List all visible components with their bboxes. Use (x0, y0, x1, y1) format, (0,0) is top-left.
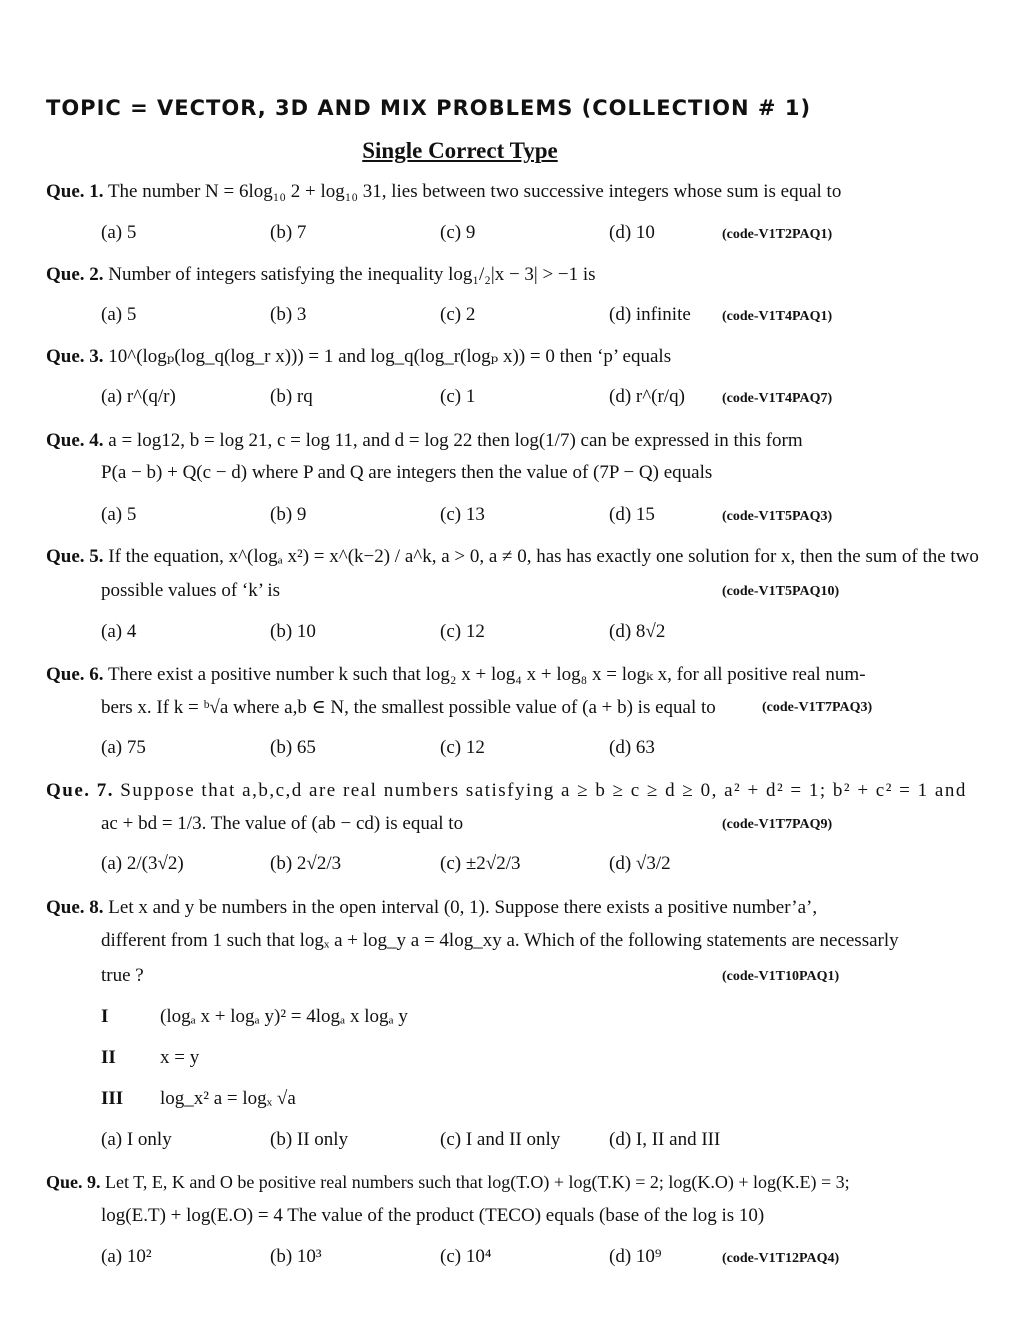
option-b: (b) 10 (270, 621, 316, 642)
question-code: (code-V1T4PAQ1) (722, 309, 833, 324)
question-text: The number N = 6log₁₀ 2 + log₁₀ 31, lies between two successive integers whose sum is equal to (107, 181, 842, 202)
option-c: (c) 12 (440, 737, 485, 758)
question-label: Que. 6. (46, 664, 104, 685)
option-a: (a) 5 (101, 504, 137, 525)
option-c: (c) 2 (440, 304, 476, 325)
question-text-continued: bers x. If k = ᵇ√a where a,b ∈ N, the smallest possible value of (a + b) is equal to (101, 697, 716, 718)
question-label: Que. 9. (46, 1172, 101, 1192)
question-text: Let x and y be numbers in the open interval (0, 1). Suppose there exists a positive number’a’, (108, 897, 818, 918)
question-text: a = log12, b = log 21, c = log 11, and d = log 22 then log(1/7) can be expressed in this form (108, 430, 803, 451)
question-text: Suppose that a,b,c,d are real numbers satisfying a ≥ b ≥ c ≥ d ≥ 0, a² + d² = 1; b² + c² = 1 and (120, 780, 967, 801)
question-text: There exist a positive number k such that log₂ x + log₄ x + log₈ x = logₖ x, for all positive real num- (107, 664, 866, 685)
option-b: (b) 65 (270, 737, 316, 758)
option-d: (d) √3/2 (609, 853, 671, 874)
question-text: If the equation, x^(logₐ x²) = x^(k−2) / a^k, a > 0, a ≠ 0, has has exactly one solution for x, then the sum of the two (108, 546, 979, 567)
question-9 (46, 1165, 850, 1199)
question-label: Que. 5. (46, 546, 104, 567)
option-d: (d) 10 (609, 222, 655, 243)
question-label: Que. 7. (46, 780, 115, 801)
option-a: (a) 5 (101, 222, 137, 243)
question-code: (code-V1T5PAQ3) (722, 509, 833, 524)
option-d: (d) 63 (609, 737, 655, 758)
option-d: (d) I, II and III (609, 1129, 721, 1150)
question-5 (46, 540, 979, 574)
statement-text: log_x² a = logₓ √a (160, 1088, 296, 1109)
question-text: Let T, E, K and O be positive real numbers such that log(T.O) + log(T.K) = 2; log(K.O) + log(K.E) = 3; (105, 1172, 850, 1192)
option-a: (a) r^(q/r) (101, 386, 176, 407)
option-a: (a) 2/(3√2) (101, 853, 184, 874)
option-c: (c) 12 (440, 621, 485, 642)
option-c: (c) ±2√2/3 (440, 853, 521, 874)
question-text-continued: P(a − b) + Q(c − d) where P and Q are integers then the value of (7P − Q) equals (101, 462, 713, 483)
question-text-continued: ac + bd = 1/3. The value of (ab − cd) is equal to (101, 813, 464, 834)
question-8 (46, 891, 817, 925)
question-label: Que. 4. (46, 430, 104, 451)
question-code: (code-V1T7PAQ3) (762, 700, 873, 715)
question-code: (code-V1T5PAQ10) (722, 584, 840, 599)
question-text-continued-2: true ? (101, 965, 144, 986)
option-b: (b) 2√2/3 (270, 853, 342, 874)
option-c: (c) 13 (440, 504, 485, 525)
question-code: (code-V1T7PAQ9) (722, 817, 833, 832)
topic-heading: TOPIC = VECTOR, 3D AND MIX PROBLEMS (COLLECTION # 1) (46, 96, 812, 120)
option-c: (c) 9 (440, 222, 476, 243)
question-7 (46, 774, 967, 808)
option-b: (b) 7 (270, 222, 307, 243)
option-b: (b) 9 (270, 504, 307, 525)
question-code: (code-V1T12PAQ4) (722, 1251, 840, 1266)
option-a: (a) 75 (101, 737, 146, 758)
question-text-continued: different from 1 such that logₓ a + log_y a = 4log_xy a. Which of the following statements are necessarly (101, 930, 899, 951)
question-text-continued: possible values of ‘k’ is (101, 580, 281, 601)
option-b: (b) 10³ (270, 1246, 322, 1267)
option-d: (d) 15 (609, 504, 655, 525)
question-text-continued: log(E.T) + log(E.O) = 4 The value of the product (TECO) equals (base of the log is 10) (101, 1205, 765, 1226)
question-6 (46, 658, 866, 692)
question-code: (code-V1T2PAQ1) (722, 227, 833, 242)
option-b: (b) rq (270, 386, 313, 407)
question-code: (code-V1T4PAQ7) (722, 391, 833, 406)
option-a: (a) 10² (101, 1246, 152, 1267)
option-c: (c) 1 (440, 386, 476, 407)
option-d: (d) infinite (609, 304, 691, 325)
statement-label: II (101, 1047, 116, 1068)
option-b: (b) II only (270, 1129, 349, 1150)
option-d: (d) 8√2 (609, 621, 666, 642)
question-code: (code-V1T10PAQ1) (722, 969, 840, 984)
statement-label: I (101, 1006, 109, 1027)
question-text: 10^(logₚ(log_q(log_r x))) = 1 and log_q(log_r(logₚ x)) = 0 then ‘p’ equals (108, 346, 672, 367)
question-3 (46, 340, 671, 374)
option-d: (d) r^(r/q) (609, 386, 685, 407)
option-d: (d) 10⁹ (609, 1246, 662, 1267)
option-c: (c) I and II only (440, 1129, 561, 1150)
question-label: Que. 1. (46, 181, 104, 202)
option-a: (a) 4 (101, 621, 137, 642)
question-label: Que. 2. (46, 264, 104, 285)
question-1 (46, 175, 841, 209)
question-4 (46, 424, 803, 458)
section-subtitle: Single Correct Type (362, 138, 558, 163)
question-text: Number of integers satisfying the inequality log₁/₂|x − 3| > −1 is (108, 264, 596, 285)
statement-text: (logₐ x + logₐ y)² = 4logₐ x logₐ y (160, 1006, 408, 1027)
statement-label: III (101, 1088, 124, 1109)
question-label: Que. 8. (46, 897, 104, 918)
option-b: (b) 3 (270, 304, 307, 325)
question-2 (46, 258, 596, 292)
option-a: (a) 5 (101, 304, 137, 325)
option-c: (c) 10⁴ (440, 1246, 492, 1267)
question-label: Que. 3. (46, 346, 104, 367)
statement-text: x = y (160, 1047, 200, 1068)
option-a: (a) I only (101, 1129, 172, 1150)
